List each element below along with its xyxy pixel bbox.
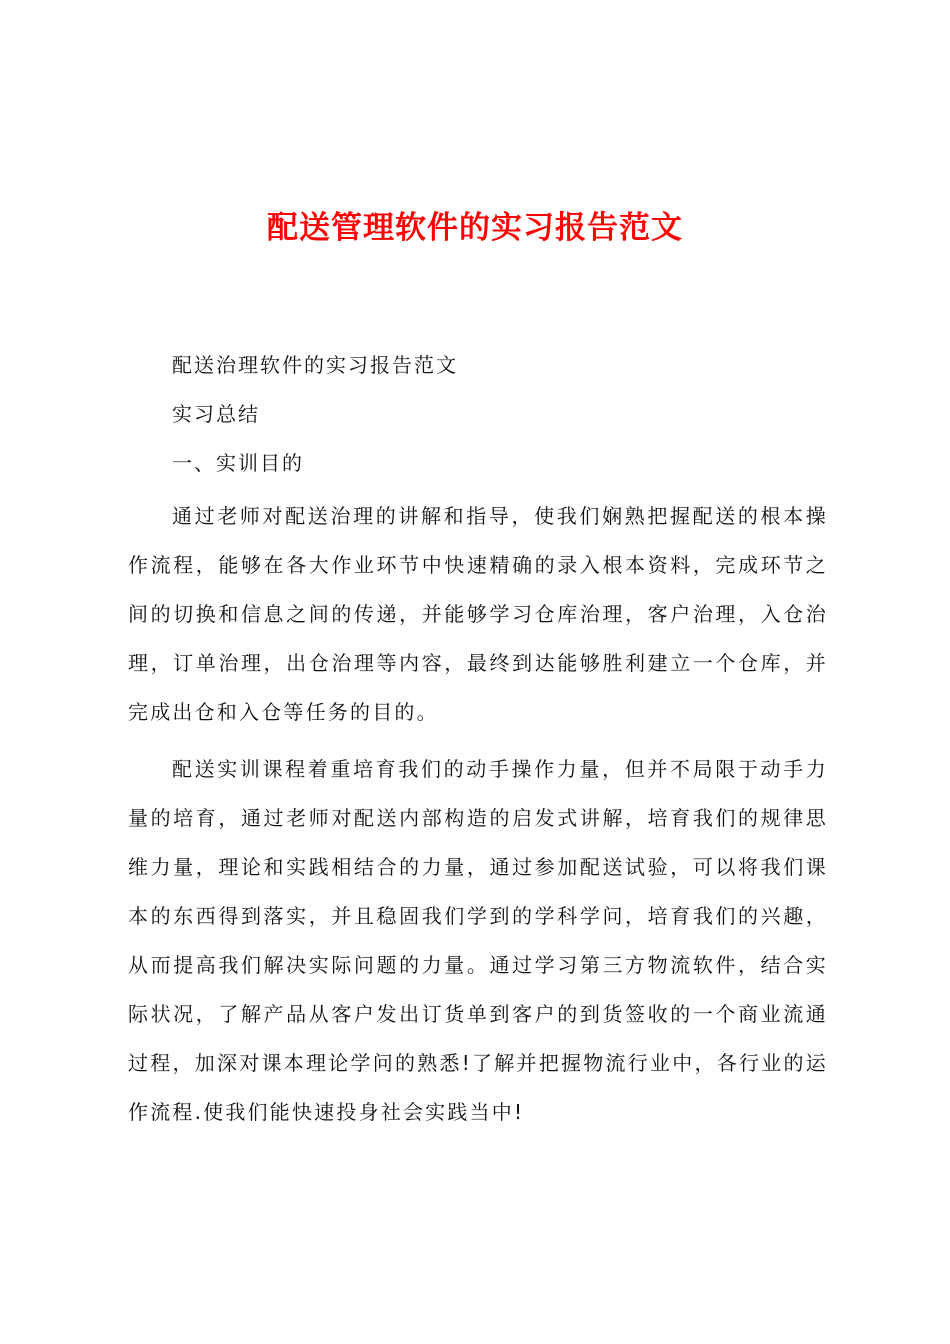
- document-title: 配送管理软件的实习报告范文: [267, 210, 683, 246]
- section-heading: 一、实训目的: [172, 451, 304, 475]
- document-body: [128, 345, 828, 1145]
- paragraph-course: 配送实训课程着重培育我们的动手操作力量，但并不局限于动手力量的培育，通过老师对配送内部构造的启发式讲解，培育我们的规律思维力量，理论和实践相结合的力量，通过参加配送试验，可以将我们课本的东西得到落实，并且稳固我们学到的学科学问，培育我们的兴趣，从而提高我们解决实际问题的力量。通过学习第三方物流软件，结合实际状况，了解产品从客户发出订货单到客户的到货签收的一个商业流通过程，加深对课本理论学问的熟悉!了解并把握物流行业中，各行业的运作流程.使我们能快速投身社会实践当中!: [128, 757, 828, 1124]
- document-subtitle: 配送治理软件的实习报告范文: [172, 353, 458, 377]
- paragraph-purpose: 通过老师对配送治理的讲解和指导，使我们娴熟把握配送的根本操作流程，能够在各大作业环节中快速精确的录入根本资料，完成环节之间的切换和信息之间的传递，并能够学习仓库治理，客户治理，入仓治理，订单治理，出仓治理等内容，最终到达能够胜利建立一个仓库，并完成出仓和入仓等任务的目的。: [128, 504, 828, 724]
- section-label: 实习总结: [172, 402, 260, 426]
